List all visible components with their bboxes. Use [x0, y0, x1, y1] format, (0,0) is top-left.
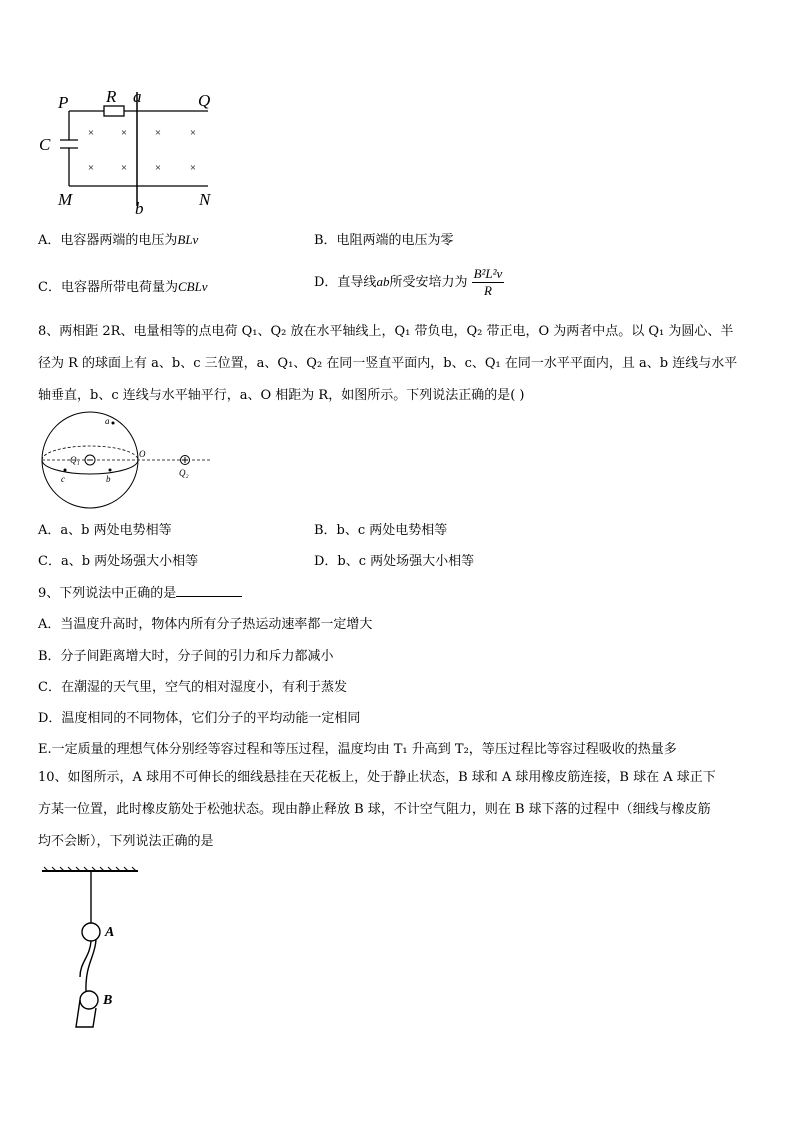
q8-stem: 8、两相距 2R、电量相等的点电荷 Q₁、Q₂ 放在水平轴线上，Q₁ 带负电，Q₂ 带正电，O 为两者中点。以 Q₁ 为圆心、半 径为 R 的球面上有 a、b、c 三位置，a、Q₁、Q₂ 在同一竖直平面内，b、c、Q₁ 在同一水平平面内，且 a、b 连线与水平 轴垂直，b、c 连线与水平轴平行，a、O 相距为 R，如图所示。下列说法正确的是( ) [38, 324, 738, 403]
svg-text:×: × [87, 127, 95, 139]
label-P: P [58, 93, 69, 112]
label-b: b [135, 199, 144, 218]
q9-stem: 9、下列说法中正确的是 [38, 582, 242, 601]
svg-text:×: × [120, 162, 128, 174]
q9-option-e: E.一定质量的理想气体分别经等容过程和等压过程，温度均由 T₁ 升高到 T₂，等压过程比等容过程吸收的热量多 [38, 742, 677, 757]
label-N: N [199, 190, 211, 209]
q8-option-d: D．b、c 两处场强大小相等 [314, 554, 475, 569]
pendulum-figure [38, 862, 148, 1037]
sphere-label-Q2: Q₂ [179, 468, 189, 478]
circuit-figure [36, 84, 236, 219]
sphere-label-a: a [105, 416, 110, 426]
q7-option-d: D．直导线ab所受安培力为 $\frac{\text{B²L²v}}{R}$ [314, 266, 503, 298]
label-R: R [106, 87, 117, 106]
sphere-label-b: b [106, 474, 111, 484]
label-M: M [58, 190, 73, 209]
q9-option-d: D．温度相同的不同物体，它们分子的平均动能一定相同 [38, 711, 361, 726]
q9-option-c: C．在潮湿的天气里，空气的相对湿度小，有利于蒸发 [38, 680, 347, 695]
sphere-label-c: c [61, 474, 65, 484]
q7-option-a: A．电容器两端的电压为BLv [38, 232, 199, 248]
svg-text:×: × [87, 162, 95, 174]
label-Q: Q [198, 91, 211, 110]
svg-text:×: × [120, 127, 128, 139]
label-C: C [39, 135, 51, 154]
ball-label-B: B [103, 993, 113, 1008]
q10-stem: 10、如图所示，A 球用不可伸长的细线悬挂在天花板上，处于静止状态，B 球和 A 球用橡皮筋连接，B 球在 A 球正下 方某一位置，此时橡皮筋处于松弛状态。现由静止释放 B 球，不计空气阻力，则在 B 球下落的过程中（细线与橡皮筋 均不会断），下列说法正确的是 [38, 770, 716, 849]
force-fraction: $\frac{\text{B²L²v}}{R}$ [473, 266, 503, 298]
svg-text:×: × [154, 162, 162, 174]
q7-option-c: C．电容器所带电荷量为CBLv [38, 279, 208, 295]
svg-text:×: × [189, 127, 197, 139]
q8-option-b: B．b、c 两处电势相等 [314, 523, 448, 538]
ball-label-A: A [105, 925, 115, 940]
label-a: a [133, 87, 142, 106]
q7-option-b: B．电阻两端的电压为零 [314, 233, 454, 248]
svg-text:×: × [189, 162, 197, 174]
q8-option-c: C．a、b 两处场强大小相等 [38, 554, 199, 569]
q9-option-b: B．分子间距离增大时，分子间的引力和斥力都减小 [38, 649, 334, 664]
svg-text:×: × [154, 127, 162, 139]
q8-option-a: A．a、b 两处电势相等 [38, 523, 172, 538]
answer-blank [176, 584, 242, 597]
sphere-figure [38, 410, 218, 514]
sphere-label-Q1: Q₁ [70, 455, 80, 465]
q9-option-a: A．当温度升高时，物体内所有分子热运动速率都一定增大 [38, 617, 373, 632]
sphere-label-O: O [139, 449, 146, 459]
